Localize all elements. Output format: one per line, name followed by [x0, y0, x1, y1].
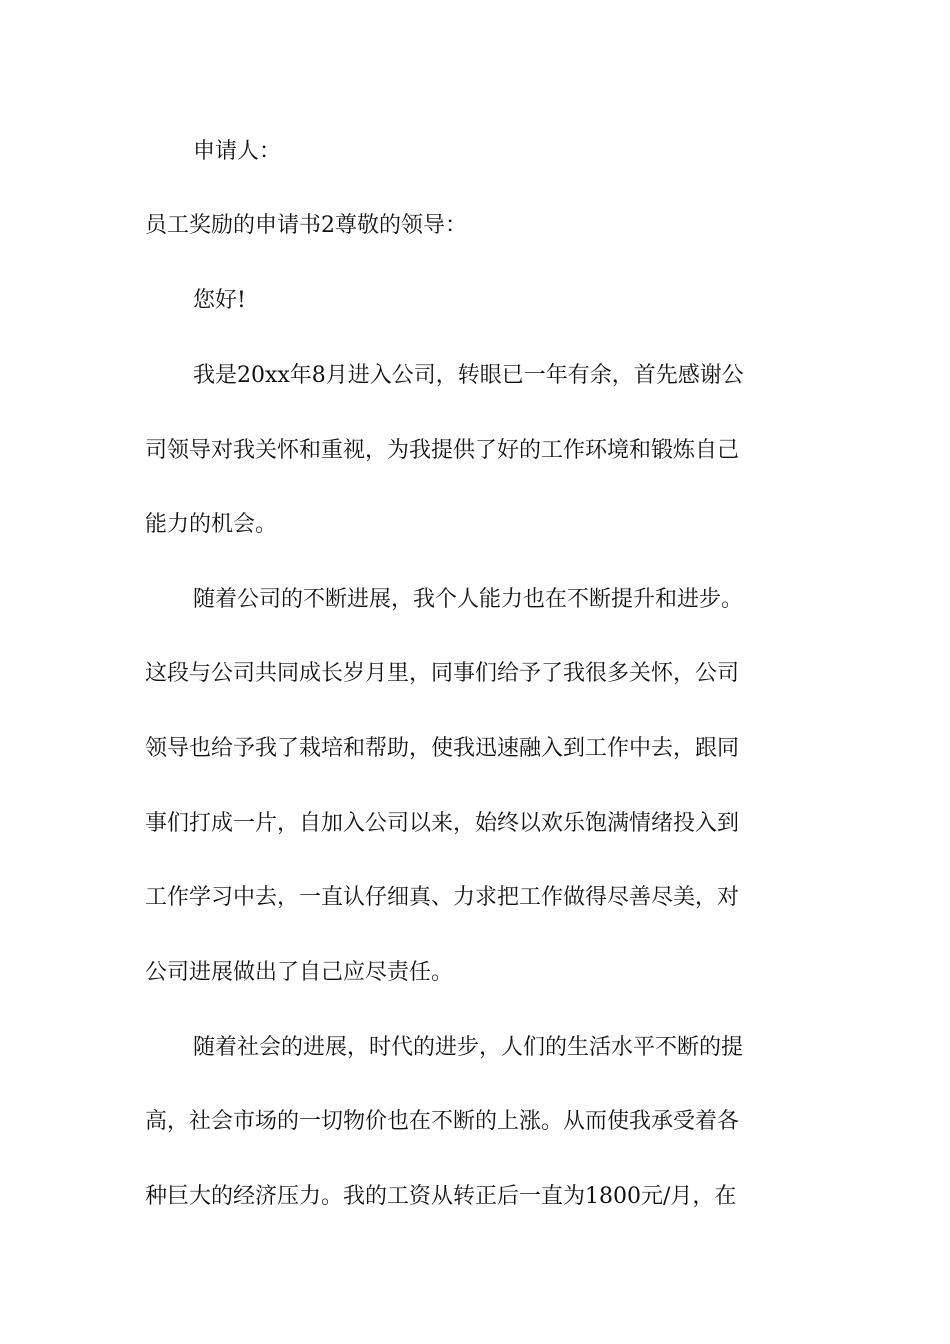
letter-heading: 员工奖励的申请书2尊敬的领导： — [145, 213, 467, 238]
paragraph-2-line-6: 公司进展做出了自己应尽责任。 — [145, 960, 454, 985]
paragraph-1-line-1: 我是20xx年8月进入公司，转眼已一年有余，首先感谢公 — [193, 363, 744, 388]
paragraph-2-line-1: 随着公司的不断进展，我个人能力也在不断提升和进步。 — [193, 587, 744, 612]
greeting: 您好! — [193, 288, 246, 313]
paragraph-2-line-5: 工作学习中去，一直认仔细真、力求把工作做得尽善尽美，对 — [145, 885, 740, 910]
paragraph-3-line-3: 种巨大的经济压力。我的工资从转正后一直为1800元/月，在 — [145, 1184, 737, 1209]
paragraph-2-line-4: 事们打成一片，自加入公司以来，始终以欢乐饱满情绪投入到 — [145, 811, 740, 836]
paragraph-1-line-2: 司领导对我关怀和重视，为我提供了好的工作环境和锻炼自己 — [145, 438, 740, 463]
paragraph-3-line-2: 高，社会市场的一切物价也在不断的上涨。从而使我承受着各 — [145, 1109, 740, 1134]
paragraph-2-line-3: 领导也给予我了栽培和帮助，使我迅速融入到工作中去，跟同 — [145, 736, 740, 761]
paragraph-3-line-1: 随着社会的进展，时代的进步，人们的生活水平不断的提 — [193, 1035, 744, 1060]
applicant-label: 申请人： — [193, 139, 282, 164]
paragraph-1-line-3: 能力的机会。 — [145, 512, 278, 537]
paragraph-2-line-2: 这段与公司共同成长岁月里，同事们给予了我很多关怀，公司 — [145, 661, 740, 686]
